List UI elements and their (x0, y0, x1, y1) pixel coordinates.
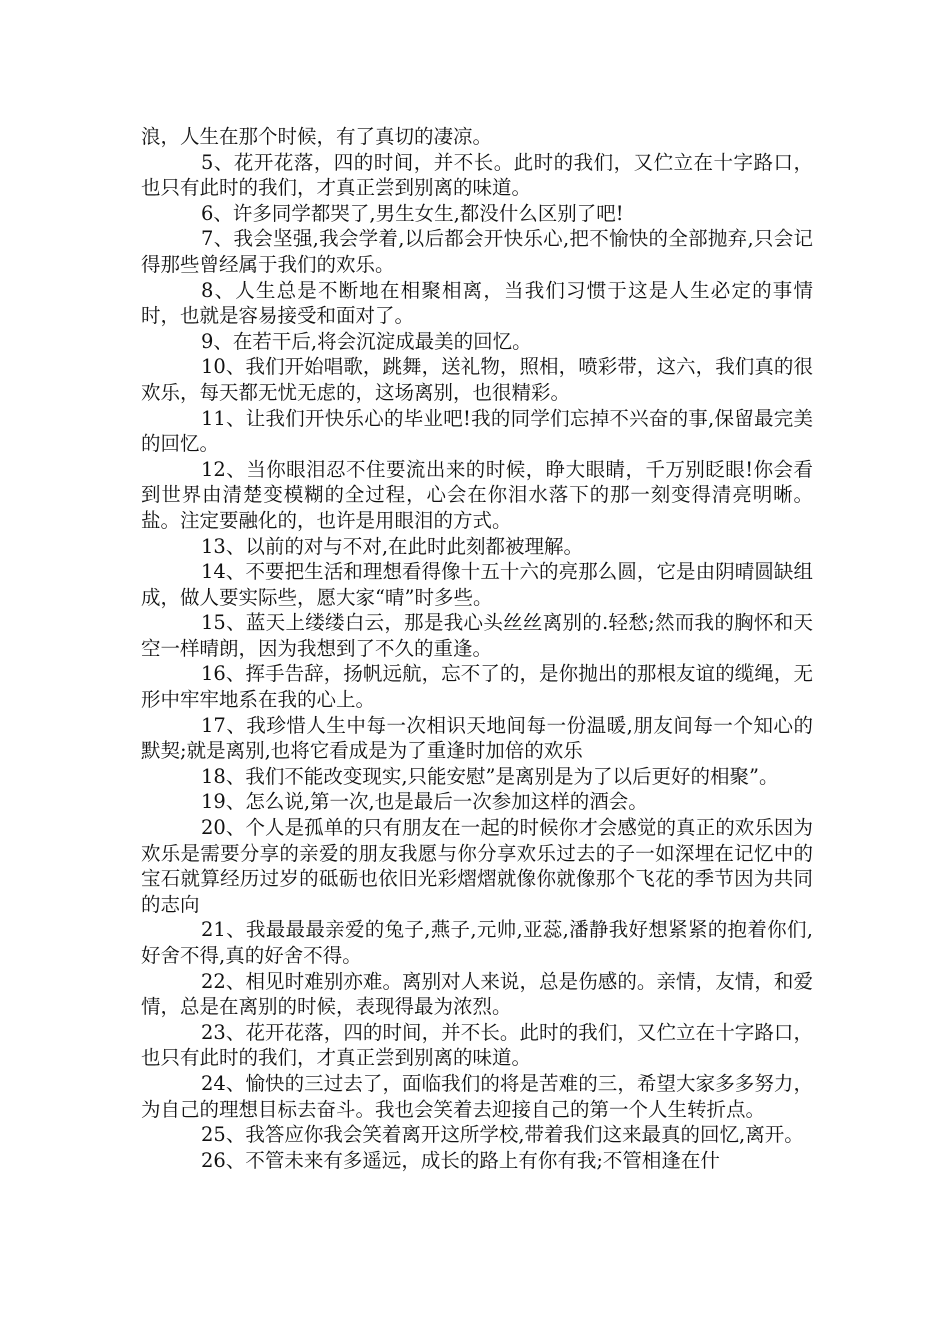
paragraph: 7、我会坚强,我会学着,以后都会开快乐心,把不愉快的全部抛弃,只会记得那些曾经属于我们的欢乐。 (141, 227, 813, 276)
document-body (141, 124, 813, 1173)
paragraph: 21、我最最最亲爱的兔子,燕子,元帅,亚蕊,潘静我好想紧紧的抱着你们,好舍不得,真的好舍不得。 (141, 918, 813, 967)
paragraph: 12、当你眼泪忍不住要流出来的时候，睁大眼睛，千万别眨眼!你会看到世界由清楚变模糊的全过程，心会在你泪水落下的那一刻变得清亮明晰。盐。注定要融化的，也许是用眼泪的方式。 (141, 457, 813, 532)
paragraph: 16、挥手告辞，扬帆远航，忘不了的，是你抛出的那根友谊的缆绳，无形中牢牢地系在我的心上。 (141, 662, 813, 712)
paragraph: 8、人生总是不断地在相聚相离，当我们习惯于这是人生必定的事情时，也就是容易接受和面对了。 (141, 278, 813, 328)
paragraph: 23、花开花落，四的时间，并不长。此时的我们，又伫立在十字路口，也只有此时的我们，才真正尝到别离的味道。 (141, 1020, 813, 1070)
paragraph: 20、个人是孤单的只有朋友在一起的时候你才会感觉的真正的欢乐因为欢乐是需要分享的亲爱的朋友我愿与你分享欢乐过去的子一如深埋在记忆中的宝石就算经历过岁的砥砺也依旧光彩熠熠就像你就像那个飞花的季节因为共同的志向 (141, 816, 813, 916)
paragraph: 14、不要把生活和理想看得像十五十六的亮那么圆，它是由阴晴圆缺组成，做人要实际些，愿大家“晴”时多些。 (141, 560, 813, 609)
paragraph: 18、我们不能改变现实,只能安慰”是离别是为了以后更好的相聚”。 (201, 764, 779, 788)
paragraph: 17、我珍惜人生中每一次相识天地间每一份温暖,朋友间每一个知心的默契;就是离别,也将它看成是为了重逢时加倍的欢乐 (141, 713, 813, 763)
paragraph: 26、不管未来有多遥远，成长的路上有你有我;不管相逢在什 (201, 1148, 720, 1172)
paragraph: 6、许多同学都哭了,男生女生,都没什么区别了吧! (201, 201, 624, 225)
paragraph: 9、在若干后,将会沉淀成最美的回忆。 (201, 329, 532, 353)
paragraph: 浪，人生在那个时候，有了真切的凄凉。 (141, 125, 493, 148)
paragraph: 24、愉快的三过去了，面临我们的将是苦难的三，希望大家多多努力，为自己的理想目标去奋斗。我也会笑着去迎接自己的第一个人生转折点。 (141, 1071, 813, 1121)
paragraph: 19、怎么说,第一次,也是最后一次参加这样的酒会。 (201, 790, 648, 814)
paragraph: 11、让我们开快乐心的毕业吧!我的同学们忘掉不兴奋的事,保留最完美的回忆。 (141, 406, 813, 456)
paragraph: 15、蓝天上缕缕白云，那是我心头丝丝离别的.轻愁;然而我的胸怀和天空一样晴朗，因为我想到了不久的重逢。 (141, 611, 813, 660)
paragraph: 22、相见时难别亦难。离别对人来说，总是伤感的。亲情，友情，和爱情，总是在离别的时候，表现得最为浓烈。 (141, 969, 813, 1019)
paragraph: 5、花开花落，四的时间，并不长。此时的我们，又伫立在十字路口，也只有此时的我们，才真正尝到别离的味道。 (141, 150, 813, 200)
paragraph: 13、以前的对与不对,在此时此刻都被理解。 (201, 534, 584, 558)
paragraph: 25、我答应你我会笑着离开这所学校,带着我们这来最真的回忆,离开。 (201, 1123, 804, 1147)
paragraph: 10、我们开始唱歌，跳舞，送礼物，照相，喷彩带，这六，我们真的很欢乐，每天都无忧无虑的，这场离别，也很精彩。 (141, 355, 813, 404)
